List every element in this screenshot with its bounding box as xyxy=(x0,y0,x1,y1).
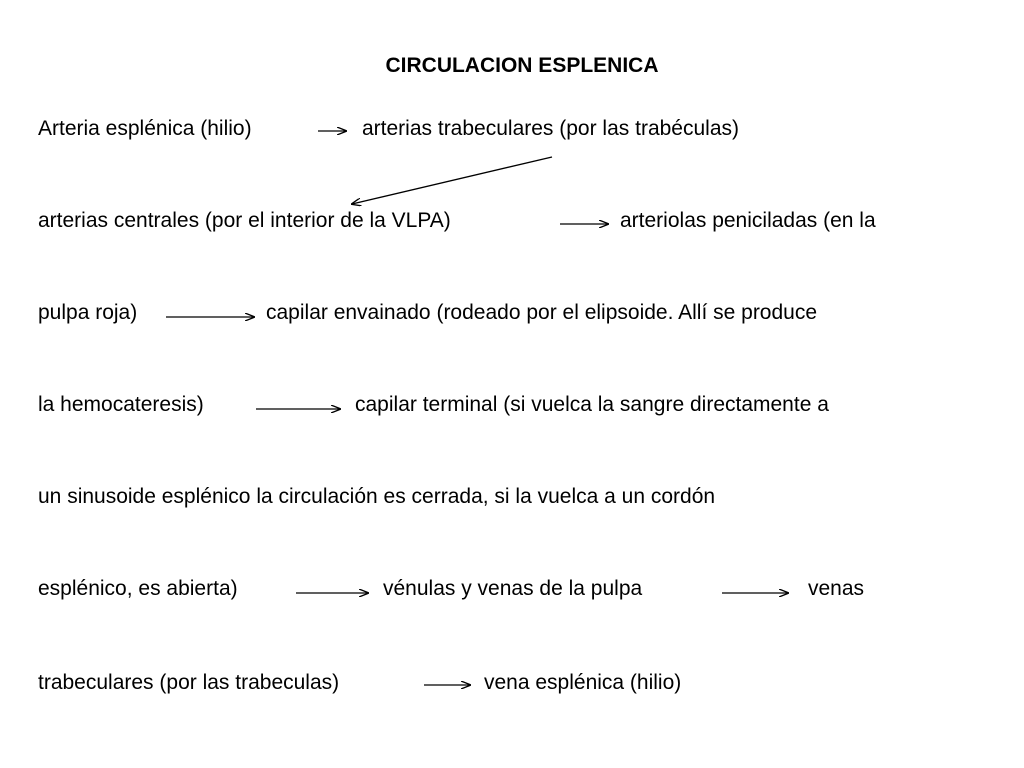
text-venulas-venas: vénulas y venas de la pulpa xyxy=(383,577,643,600)
text-capilar-terminal: capilar terminal (si vuelca la sangre directamente a xyxy=(355,393,829,416)
text-arterias-centrales: arterias centrales (por el interior de la VLPA) xyxy=(38,209,451,232)
text-vena-esplenica: vena esplénica (hilio) xyxy=(484,671,682,694)
text-capilar-envainado: capilar envainado (rodeado por el elipsoide. Allí se produce xyxy=(266,301,818,324)
text-hemocateresis: la hemocateresis) xyxy=(38,393,204,416)
text-arteria-esplenica: Arteria esplénica (hilio) xyxy=(38,117,252,140)
text-venas: venas xyxy=(808,577,865,600)
text-pulpa-roja: pulpa roja) xyxy=(38,301,138,324)
text-trabeculares: trabeculares (por las trabeculas) xyxy=(38,671,340,694)
page-title: CIRCULACION ESPLENICA xyxy=(385,54,659,77)
text-arterias-trabeculares: arterias trabeculares (por las trabéculas) xyxy=(362,117,739,140)
text-arteriolas-peniciladas: arteriolas peniciladas (en la xyxy=(620,209,876,232)
text-esplenico-abierta: esplénico, es abierta) xyxy=(38,577,238,600)
arrow-diagonal xyxy=(352,157,552,204)
text-sinusoide: un sinusoide esplénico la circulación es cerrada, si la vuelca a un cordón xyxy=(38,485,716,508)
